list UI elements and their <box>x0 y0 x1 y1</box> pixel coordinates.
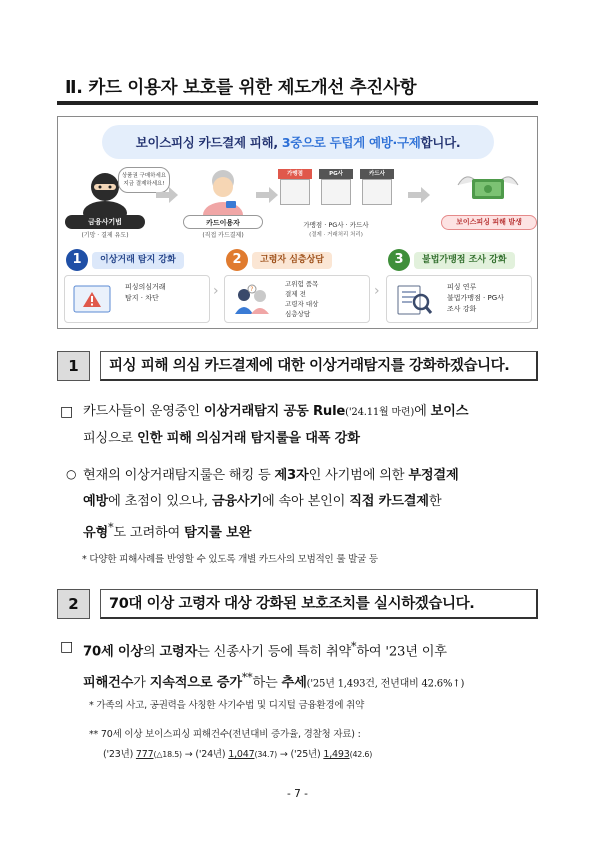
cardholder-actor <box>178 165 268 245</box>
item-2-stats: ('23년) 777(△18.5) → ('24년) 1,047(34.7) → ('25년) 1,493(42.6) <box>103 749 373 760</box>
step-1-desc: 피싱의심거래 탐지 · 차단 <box>125 283 166 302</box>
merchants-caption: 가맹점 · PG사 · 카드사 <box>303 221 369 229</box>
step-2-label: 고령자 심층상담 <box>252 252 332 269</box>
circle-bullet-icon: ○ <box>66 467 77 481</box>
elderly-user-icon <box>196 167 250 221</box>
infographic-banner <box>102 125 494 159</box>
flying-money-icon <box>454 167 522 211</box>
item-2-footnote-2: ** 70세 이상 보이스피싱 피해건수(전년대비 증가율, 경찰청 자료) : <box>89 729 361 740</box>
step-2-desc: 고위험 품목 결제 전 고령자 대상 심층상담 <box>285 280 319 318</box>
counselor-icon <box>233 284 271 316</box>
square-bullet-icon: □ <box>60 404 74 420</box>
arrow-right-icon <box>256 187 278 203</box>
stat-2023: 777 <box>135 749 154 760</box>
step-3-desc: 피싱 연루 불법가맹점 · PG사 조사 강화 <box>447 283 504 313</box>
page-number: - 7 - <box>287 788 308 800</box>
step-3-number: 3 <box>388 249 410 271</box>
infographic <box>57 116 538 329</box>
merchants-group <box>276 165 396 238</box>
section-title-rule <box>57 101 538 105</box>
item-2-paragraph-1: 70세 이상의 고령자는 신종사기 등에 특히 취약*하여 '23년 이후 피해건수가 지속적으로 증가**하는 추세('25년 1,493건, 전년대비 42.6%↑) <box>83 640 465 691</box>
banner-text: 보이스피싱 카드결제 피해, 3중으로 두텁게 예방·구제합니다. <box>135 135 461 150</box>
section-title-text: Ⅱ. 카드 이용자 보호를 위한 제도개선 추진사항 <box>65 78 417 98</box>
section-title <box>57 72 538 104</box>
magnifier-document-icon <box>395 284 433 316</box>
scammer-speech: 상품권 구매하세요 지금 결제하세요! <box>118 167 170 193</box>
arrow-right-icon <box>156 187 178 203</box>
cardcompany-shop-icon: 카드사 <box>360 169 394 209</box>
step-2-number: 2 <box>226 249 248 271</box>
square-bullet-icon: □ <box>60 639 74 655</box>
scammer-actor <box>60 165 167 245</box>
svg-text:?: ? <box>250 286 254 294</box>
step-1-label: 이상거래 탐지 강화 <box>92 252 184 269</box>
item-2-footnote-1: * 가족의 사고, 공권력을 사칭한 사기수법 및 디지털 금융환경에 취약 <box>89 700 365 711</box>
item-2-title: 70대 이상 고령자 대상 강화된 보호조치를 실시하겠습니다. <box>100 589 538 619</box>
stat-2025: 1,493 <box>323 749 350 760</box>
cardholder-sub: (직접 카드결제) <box>202 232 244 239</box>
flow-row <box>58 165 539 245</box>
merchant-shop-icon: 가맹점 <box>278 169 312 209</box>
step-1-number: 1 <box>66 249 88 271</box>
alert-screen-icon <box>73 284 111 316</box>
item-2-heading <box>57 589 538 619</box>
stat-2024: 1,047 <box>228 749 255 760</box>
item-2-number: 2 <box>57 589 90 619</box>
chevron-right-icon: › <box>374 283 380 299</box>
pg-shop-icon: PG사 <box>319 169 353 209</box>
item-1-paragraph-2: 현재의 이상거래탐지룰은 해킹 등 제3자인 사기범에 의한 부정결제 예방에 초점이 있으나, 금융사기에 속아 본인이 직접 카드결제한 유형*도 고려하여 탐지룰 보완 <box>83 468 459 541</box>
step-3-label: 불법가맹점 조사 강화 <box>414 252 515 269</box>
item-1-title: 피싱 피해 의심 카드결제에 대한 이상거래탐지를 강화하겠습니다. <box>100 351 538 381</box>
scammer-sub: (기망 · 결제 유도) <box>81 232 129 239</box>
item-1-footnote: * 다양한 피해사례를 반영할 수 있도록 개별 카드사의 모범적인 룰 발굴 등 <box>82 554 378 565</box>
step-3 <box>384 249 534 323</box>
cardholder-tag: 카드이용자 <box>183 215 263 229</box>
arrow-right-icon <box>408 187 430 203</box>
chevron-right-icon: › <box>213 283 219 299</box>
damage-tag: 보이스피싱 피해 발생 <box>441 215 537 230</box>
item-1-number: 1 <box>57 351 90 381</box>
item-1-heading <box>57 351 538 381</box>
step-2 <box>222 249 372 323</box>
item-1-paragraph-1: 카드사들이 운영중인 이상거래탐지 공동 Rule('24.11월 마련)에 보이스 피싱으로 인한 피해 의심거래 탐지룰을 대폭 강화 <box>83 404 469 446</box>
merchants-sub: (결제 · 거래처리 처리) <box>309 232 363 238</box>
scammer-tag: 금융사기범 <box>65 215 145 229</box>
step-1 <box>62 249 212 323</box>
